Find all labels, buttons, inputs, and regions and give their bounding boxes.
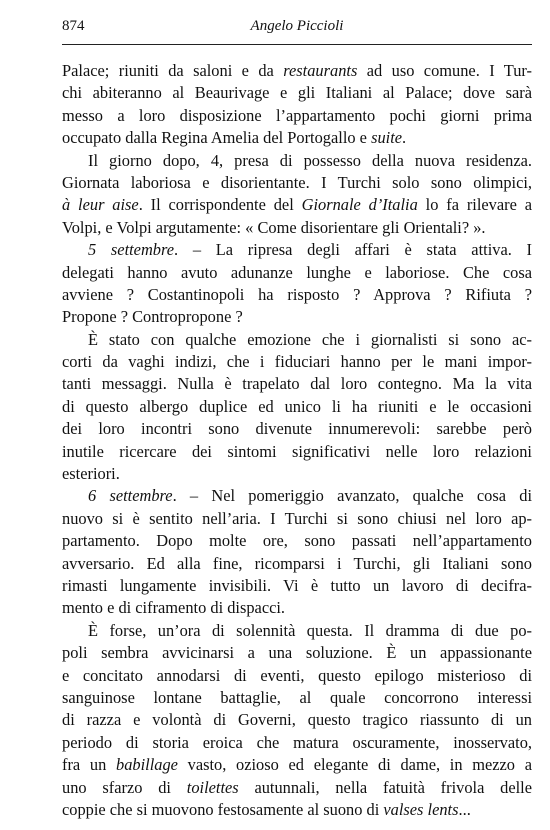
text-line: [62, 530, 532, 552]
italic-text: 5 settembre: [88, 240, 175, 260]
text-segment: di questo albergo duplice ed unico li ha riuniti e le occasioni: [62, 396, 532, 416]
text-line: [62, 508, 532, 530]
italic-text: suite: [371, 128, 403, 148]
text-segment: È forse, un’ora di solennità questa. Il dramma di due po-: [88, 620, 532, 640]
italic-text: toilettes: [186, 777, 239, 797]
text-segment: autunnali, nella fatuità frivola delle: [238, 777, 532, 797]
text-line: [62, 194, 532, 216]
text-segment: occupato dalla Regina Amelia del Portogallo e: [62, 128, 372, 148]
text-line: [62, 485, 532, 507]
text-segment: coppie che si muovono festosamente al suono di: [62, 799, 384, 819]
text-line: [62, 463, 532, 485]
text-segment: Palace; riuniti da saloni e da: [62, 61, 284, 80]
text-line: [62, 373, 532, 395]
text-segment: uno sfarzo di: [62, 777, 187, 797]
italic-text: restaurants: [283, 61, 358, 80]
text-line: [62, 441, 532, 463]
running-title: Angelo Piccioli: [250, 18, 344, 34]
text-line: [62, 82, 532, 104]
text-segment: lo fa rilevare a: [417, 195, 532, 215]
text-segment: ...: [458, 799, 471, 819]
text-segment: Volpi, e Volpi argutamente: « Come disorientare gli Orientali? ».: [62, 217, 486, 237]
text-line: [62, 127, 532, 149]
body-text: [62, 60, 532, 821]
text-segment: sanguinose lontane battaglie, al quale concorrono interessi: [62, 687, 532, 707]
text-segment: nuovo si è sentito nell’aria. I Turchi si sono chiusi nel loro ap-: [62, 508, 532, 528]
text-segment: Il giorno dopo, 4, presa di possesso della nuova residenza.: [88, 150, 532, 170]
text-line: [62, 306, 532, 328]
text-line: [62, 732, 532, 754]
text-line: [62, 553, 532, 575]
text-segment: delegati hanno avuto adunanze lunghe e laboriose. Che cosa: [62, 262, 532, 282]
text-segment: periodo di storia eroica che matura oscuramente, inosservato,: [62, 732, 532, 752]
text-line: [62, 418, 532, 440]
text-segment: vasto, ozioso ed elegante di dame, in mezzo a: [177, 755, 532, 775]
text-line: [62, 597, 532, 619]
text-line: [62, 687, 532, 709]
text-segment: messo a loro disposizione l’appartamento pochi giorni prima: [62, 105, 532, 125]
text-segment: ad uso comune. I Tur-: [357, 61, 533, 80]
text-segment: mento e di ciframento di dispacci.: [62, 598, 286, 618]
text-line: [62, 799, 532, 821]
text-segment: inutile ricercare dei sintomi significativi nelle loro relazioni: [62, 441, 532, 461]
text-line: [62, 172, 532, 194]
text-segment: di razza e volontà di Governi, questo tragico riassunto di un: [62, 710, 532, 730]
italic-text: 6 settembre: [88, 486, 173, 506]
text-line: [62, 262, 532, 284]
text-line: [62, 642, 532, 664]
text-segment: corti da vaghi indizi, che i fiduciari hanno per le mani impor-: [62, 352, 532, 372]
text-line: [62, 329, 532, 351]
text-segment: chi abiteranno al Beaurivage e gli Italiani al Palace; dove sarà: [62, 83, 532, 103]
text-line: [62, 709, 532, 731]
text-segment: È stato con qualche emozione che i giornalisti si sono ac-: [88, 329, 532, 349]
text-line: [62, 217, 532, 239]
text-segment: avversario. Ed alla fine, ricomparsi i Turchi, gli Italiani sono: [62, 553, 532, 573]
text-segment: fra un: [62, 755, 116, 775]
italic-text: babillage: [116, 755, 178, 775]
text-segment: dei loro incontri sono divenute innumerevoli: sarebbe però: [62, 419, 532, 439]
italic-text: à leur aise: [62, 195, 139, 215]
italic-text: Giornale d’Italia: [301, 195, 418, 215]
text-segment: partamento. Dopo molte ore, sono passati nell’appartamento: [62, 531, 532, 551]
text-line: [62, 575, 532, 597]
text-line: [62, 620, 532, 642]
text-segment: e concitato annodarsi di eventi, questo epilogo misterioso di: [62, 665, 532, 685]
text-line: [62, 351, 532, 373]
page-header: [62, 18, 532, 42]
text-segment: .: [402, 128, 407, 148]
text-line: [62, 150, 532, 172]
italic-text: valses lents: [383, 799, 459, 819]
text-segment: . – Nel pomeriggio avanzato, qualche cosa di: [172, 486, 532, 506]
text-segment: tanti messaggi. Nulla è trapelato dal loro contegno. Ma la vita: [62, 374, 532, 394]
text-segment: . Il corrispondente del: [138, 195, 302, 215]
text-line: [62, 60, 532, 82]
page-number: 874: [62, 18, 85, 34]
text-segment: avviene ? Costantinopoli ha risposto ? Approva ? Rifiuta ?: [62, 284, 532, 304]
text-line: [62, 239, 532, 261]
text-segment: poli sembra avvicinarsi a una soluzione. È un appassionante: [62, 643, 532, 663]
text-line: [62, 665, 532, 687]
header-rule: [62, 44, 532, 45]
text-line: [62, 396, 532, 418]
text-line: [62, 777, 532, 799]
text-line: [62, 754, 532, 776]
text-segment: Propone ? Contropropone ?: [62, 307, 243, 327]
text-segment: . – La ripresa degli affari è stata attiva. I: [174, 240, 532, 260]
text-line: [62, 105, 532, 127]
text-segment: rimasti lungamente invisibili. Vi è tutto un lavoro di decifra-: [62, 575, 532, 595]
text-segment: Giornata laboriosa e disorientante. I Turchi solo sono olimpici,: [62, 172, 532, 192]
text-segment: esteriori.: [62, 464, 120, 484]
text-line: [62, 284, 532, 306]
